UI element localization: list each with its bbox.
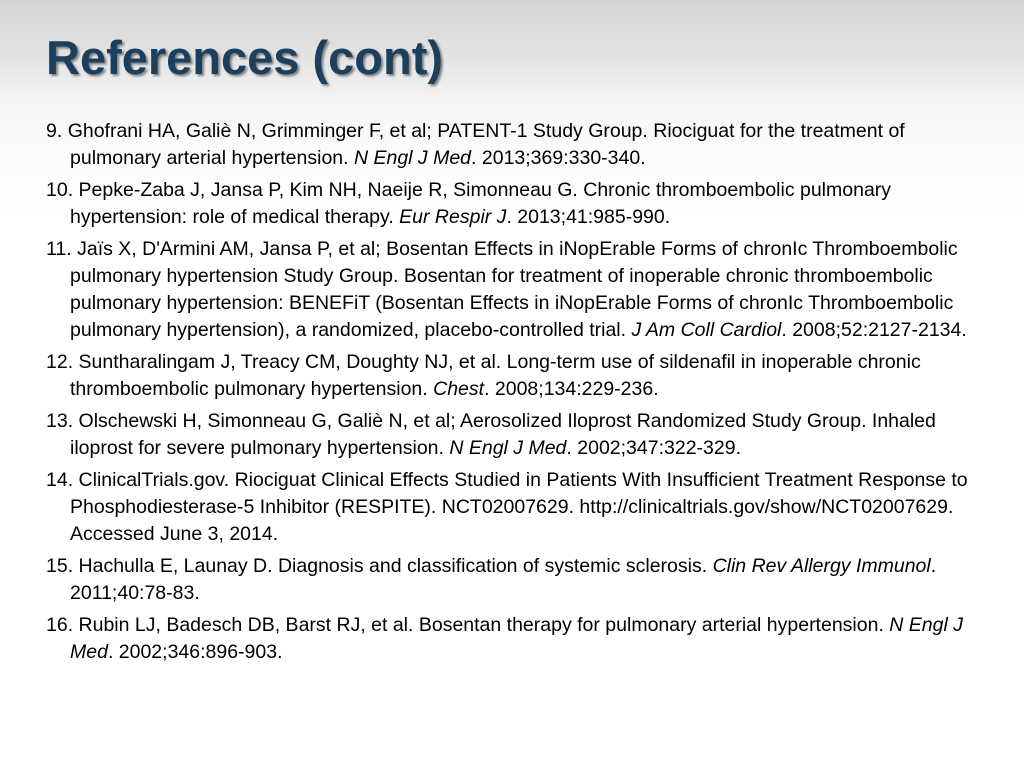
reference-journal: Eur Respir J bbox=[399, 206, 507, 228]
reference-number: 15. bbox=[46, 555, 74, 577]
reference-journal: Chest bbox=[433, 378, 485, 400]
reference-journal: N Engl J Med bbox=[70, 614, 963, 663]
reference-list bbox=[46, 118, 986, 671]
reference-number: 14. bbox=[46, 469, 74, 491]
reference-citation: . 2002;347:322-329. bbox=[566, 437, 741, 459]
reference-number: 10. bbox=[46, 179, 74, 201]
slide-title: References (cont) bbox=[46, 31, 443, 84]
reference-citation: . 2008;52:2127-2134. bbox=[781, 319, 967, 341]
reference-item bbox=[46, 349, 986, 403]
reference-citation: . 2013;41:985-990. bbox=[506, 206, 671, 228]
reference-item bbox=[46, 467, 986, 548]
reference-text: Rubin LJ, Badesch DB, Barst RJ, et al. Bosentan therapy for pulmonary arterial hypertension. bbox=[78, 614, 884, 636]
reference-citation: . 2002;346:896-903. bbox=[107, 641, 283, 663]
reference-citation: . 2013;369:330-340. bbox=[471, 147, 646, 169]
reference-text: Jaïs X, D'Armini AM, Jansa P, et al; Bosentan Effects in iNopErable Forms of chronIc Thromboembolic pulmonary hypertension Study Group. Bosentan for treatment of inoperable chronic thromboembolic pulmonary hypertension: BENEFiT (Bosentan Effects in iNopErable Forms of chronIc Thromboembolic pulmonary hypertension), a randomized, placebo-controlled trial. bbox=[70, 238, 958, 341]
reference-number: 16. bbox=[46, 614, 74, 636]
reference-item bbox=[46, 118, 986, 172]
reference-text: Hachulla E, Launay D. Diagnosis and classification of systemic sclerosis. bbox=[78, 555, 708, 577]
reference-citation: . 2008;134:229-236. bbox=[484, 378, 659, 400]
reference-number: 12. bbox=[46, 351, 74, 373]
reference-item bbox=[46, 408, 986, 462]
reference-text: Olschewski H, Simonneau G, Galiè N, et al; Aerosolized Iloprost Randomized Study Group. Inhaled iloprost for severe pulmonary hypertension. bbox=[70, 410, 936, 459]
reference-text: ClinicalTrials.gov. Riociguat Clinical Effects Studied in Patients With Insufficient Treatment Response to Phosphodiesterase-5 Inhibitor (RESPITE). NCT02007629. http://clinicaltrials.gov/show/NCT02007629. Accessed June 3, 2014. bbox=[70, 469, 968, 545]
reference-item bbox=[46, 236, 986, 344]
reference-item bbox=[46, 553, 986, 607]
reference-number: 11. bbox=[46, 238, 72, 260]
reference-text: Suntharalingam J, Treacy CM, Doughty NJ, et al. Long-term use of sildenafil in inoperable chronic thromboembolic pulmonary hypertension. bbox=[70, 351, 921, 400]
reference-journal: J Am Coll Cardiol bbox=[631, 319, 782, 341]
reference-citation: . 2011;40:78-83. bbox=[70, 555, 937, 604]
reference-number: 9. bbox=[46, 120, 63, 142]
reference-text: Pepke-Zaba J, Jansa P, Kim NH, Naeije R, Simonneau G. Chronic thromboembolic pulmonary hypertension: role of medical therapy. bbox=[70, 179, 892, 228]
reference-journal: N Engl J Med bbox=[353, 147, 472, 169]
reference-number: 13. bbox=[46, 410, 74, 432]
reference-journal: N Engl J Med bbox=[449, 437, 567, 459]
reference-journal: Clin Rev Allergy Immunol bbox=[712, 555, 931, 577]
reference-item bbox=[46, 612, 986, 666]
reference-text: Ghofrani HA, Galiè N, Grimminger F, et al; PATENT-1 Study Group. Riociguat for the treatment of pulmonary arterial hypertension. bbox=[67, 120, 905, 169]
reference-item bbox=[46, 177, 986, 231]
